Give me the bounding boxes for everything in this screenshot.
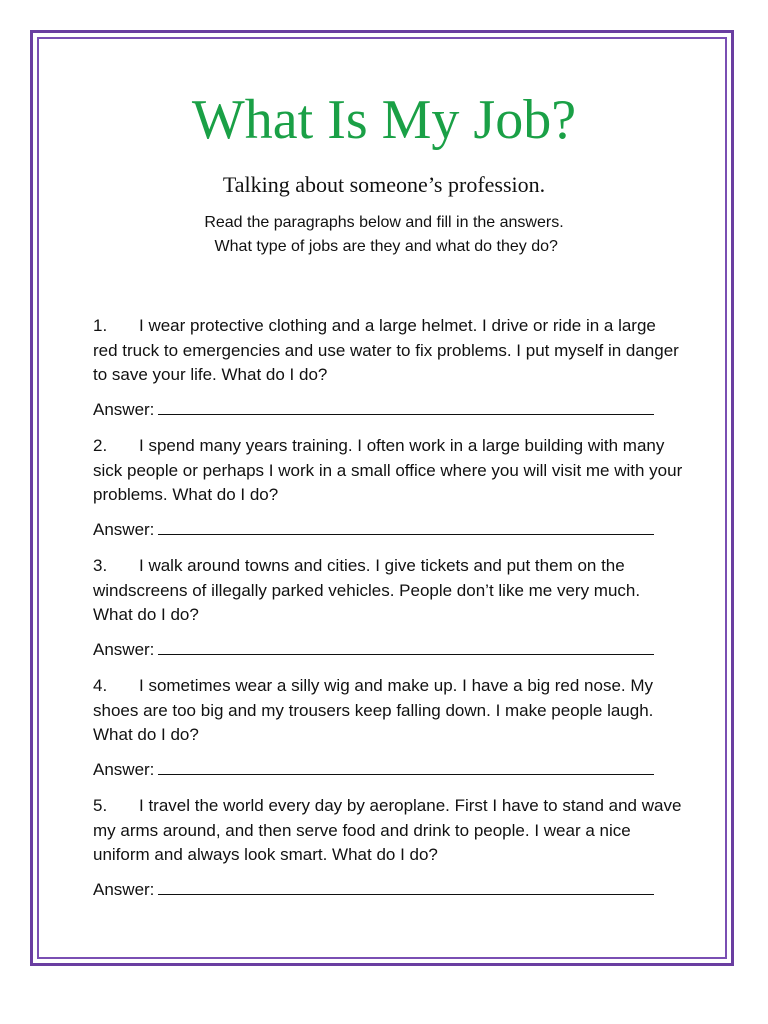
question-number: 5. [93, 796, 108, 815]
question-text [93, 314, 683, 388]
instructions [0, 211, 768, 259]
question-number: 4. [93, 676, 108, 695]
instruction-line: Read the paragraphs below and fill in the answers. [204, 214, 564, 231]
answer-blank[interactable] [158, 400, 654, 415]
question-list [93, 314, 683, 914]
question-body: I walk around towns and cities. I give tickets and put them on the windscreens of illegally parked vehicles. People don’t like me very much. What do I do? [93, 556, 641, 624]
question-body: I sometimes wear a silly wig and make up. I have a big red nose. My shoes are too big and my trousers keep falling down. I make people laugh. What do I do? [93, 676, 654, 744]
answer-blank[interactable] [158, 760, 654, 775]
answer-row [93, 638, 683, 663]
question-number: 2. [93, 436, 108, 455]
page-title: What Is My Job? [191, 89, 577, 151]
answer-label: Answer: [93, 759, 155, 779]
question-item [93, 674, 683, 782]
question-text [93, 674, 683, 748]
question-body: I travel the world every day by aeroplane. First I have to stand and wave my arms around, and then serve food and drink to people. I wear a nice uniform and always look smart. What do I do? [93, 796, 682, 864]
question-body: I wear protective clothing and a large helmet. I drive or ride in a large red truck to emergencies and use water to fix problems. I put myself in danger to save your life. What do I do? [93, 316, 679, 384]
answer-row [93, 518, 683, 543]
page-subtitle: Talking about someone’s profession. [222, 172, 546, 197]
question-text [93, 794, 683, 868]
question-item [93, 314, 683, 422]
question-number: 1. [93, 316, 108, 335]
answer-blank[interactable] [158, 880, 654, 895]
question-body: I spend many years training. I often work in a large building with many sick people or perhaps I work in a small office where you will visit me with your problems. What do I do? [93, 436, 683, 504]
answer-label: Answer: [93, 639, 155, 659]
answer-blank[interactable] [158, 520, 654, 535]
answer-row [93, 398, 683, 423]
question-item [93, 794, 683, 902]
question-item [93, 554, 683, 662]
answer-blank[interactable] [158, 640, 654, 655]
question-text [93, 554, 683, 628]
question-number: 3. [93, 556, 108, 575]
question-text [93, 434, 683, 508]
answer-label: Answer: [93, 399, 155, 419]
instruction-line: What type of jobs are they and what do they do? [210, 238, 558, 255]
answer-row [93, 758, 683, 783]
answer-label: Answer: [93, 879, 155, 899]
question-item [93, 434, 683, 542]
answer-label: Answer: [93, 519, 155, 539]
answer-row [93, 878, 683, 903]
